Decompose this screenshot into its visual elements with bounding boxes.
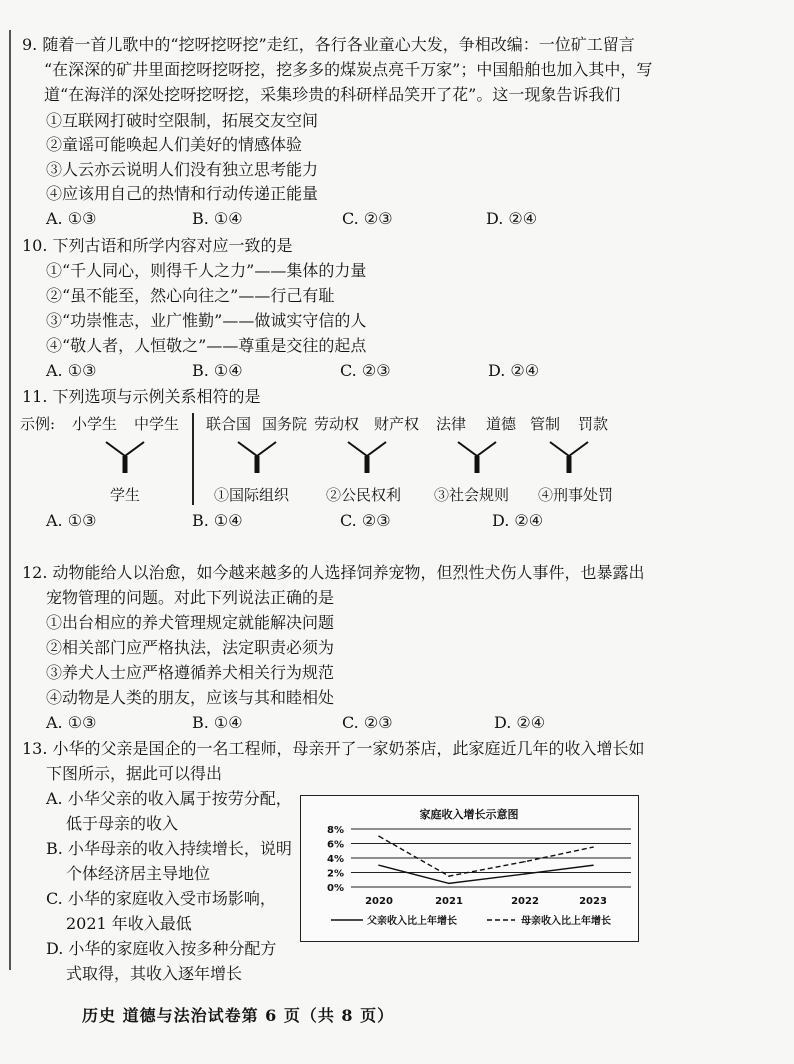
q12-item-1: ①出台相应的养犬管理规定就能解决问题 xyxy=(46,613,335,632)
q12-item-3: ③养犬人士应严格遵循养犬相关行为规范 xyxy=(46,663,335,682)
q9-item-3: ③人云亦云说明人们没有独立思考能力 xyxy=(46,160,319,179)
q11-group3-right: 道德 xyxy=(486,415,517,433)
chart-data-point xyxy=(592,846,594,848)
q11-group2-left: 劳动权 xyxy=(314,415,360,433)
q9-item-4: ④应该用自己的热情和行动传递正能量 xyxy=(46,184,319,203)
chart-y-tick-label: 6% xyxy=(327,839,344,851)
q10-item-1: ①“千人同心，则得千人之力”——集体的力量 xyxy=(46,261,367,280)
q11-example-label: 示例: xyxy=(20,415,56,433)
q11-example-right: 中学生 xyxy=(134,415,180,433)
q9-option-d: D. ②④ xyxy=(486,209,538,228)
q11-group3-left: 法律 xyxy=(436,415,467,433)
q9-option-b: B. ①④ xyxy=(192,209,243,228)
q12-option-d: D. ②④ xyxy=(494,713,546,732)
q12-option-c: C. ②③ xyxy=(342,713,393,732)
q9-option-c: C. ②③ xyxy=(342,209,393,228)
q11-group1-right: 国务院 xyxy=(262,415,308,433)
q10-option-b: B. ①④ xyxy=(192,361,243,380)
q11-option-d: D. ②④ xyxy=(492,511,544,530)
page-footer: 历史 道德与法治试卷第 6 页（共 8 页） xyxy=(82,1006,395,1025)
q11-group3-bottom: ③社会规则 xyxy=(434,486,510,504)
q9-stem-line-2: “在深深的矿井里面挖呀挖呀挖，挖多多的煤炭点亮千万家”；中国船舶也加入其中，写 xyxy=(44,60,653,79)
q11-group4-bottom: ④刑事处罚 xyxy=(538,486,614,504)
q11-group4-left: 管制 xyxy=(530,415,561,433)
q11-group1-y-symbol xyxy=(236,440,278,474)
q12-option-a: A. ①③ xyxy=(46,713,97,732)
chart-y-tick-label: 2% xyxy=(327,868,344,880)
q11-option-a: A. ①③ xyxy=(46,511,97,530)
chart-x-tick-label: 2023 xyxy=(579,896,607,907)
q11-divider xyxy=(192,413,194,505)
chart-x-tick-label: 2020 xyxy=(365,896,393,907)
q12-option-b: B. ①④ xyxy=(192,713,243,732)
chart-svg xyxy=(301,796,638,941)
q10-item-2: ②“虽不能至，然心向往之”——行己有耻 xyxy=(46,286,335,305)
q10-option-c: C. ②③ xyxy=(340,361,391,380)
chart-data-point xyxy=(378,835,380,837)
q10-item-3: ③“功崇惟志，业广惟勤”——做诚实守信的人 xyxy=(46,311,367,330)
q9-stem-line-3: 道“在海洋的深处挖呀挖呀挖，采集珍贵的科研样品笑开了花”。这一现象告诉我们 xyxy=(44,85,621,104)
q9-item-2: ②童谣可能唤起人们美好的情感体验 xyxy=(46,135,303,154)
q12-item-2: ②相关部门应严格执法，法定职责必须为 xyxy=(46,638,335,657)
q12-item-4: ④动物是人类的朋友，应该与其和睦相处 xyxy=(46,688,335,707)
q13-option-a-line-1: A. 小华父亲的收入属于按劳分配， xyxy=(46,789,292,808)
chart-data-point xyxy=(448,883,450,885)
chart-data-point xyxy=(524,861,526,863)
chart-title: 家庭收入增长示意图 xyxy=(419,808,519,821)
chart-series-line-2 xyxy=(379,836,593,876)
q13-option-a-line-2: 低于母亲的收入 xyxy=(66,814,179,833)
q13-option-b-line-2: 个体经济居主导地位 xyxy=(66,864,211,883)
q11-group2-right: 财产权 xyxy=(374,415,420,433)
q11-group3-y-symbol xyxy=(456,440,498,474)
q13-option-d-line-2: 式取得，其收入逐年增长 xyxy=(66,964,243,983)
q11-option-c: C. ②③ xyxy=(340,511,391,530)
chart-series-line-1 xyxy=(379,865,593,883)
chart-x-tick-label: 2021 xyxy=(435,896,463,907)
q9-option-a: A. ①③ xyxy=(46,209,97,228)
q11-stem: 11. 下列选项与示例关系相符的是 xyxy=(22,387,261,406)
q11-group1-bottom: ①国际组织 xyxy=(214,486,290,504)
q11-group4-y-symbol xyxy=(548,440,590,474)
q12-stem-line-1: 12. 动物能给人以治愈，如今越来越多的人选择饲养宠物，但烈性犬伤人事件，也暴露出 xyxy=(22,563,645,582)
q9-item-1: ①互联网打破时空限制，拓展交友空间 xyxy=(46,111,319,130)
chart-x-tick-label: 2022 xyxy=(511,896,539,907)
margin-rule xyxy=(9,30,11,970)
q11-example-y-symbol xyxy=(104,440,146,474)
chart-data-point xyxy=(524,873,526,875)
q10-item-4: ④“敬人者，人恒敬之”——尊重是交往的起点 xyxy=(46,336,367,355)
chart-y-tick-label: 0% xyxy=(327,883,344,894)
q13-option-c-line-2: 2021 年收入最低 xyxy=(66,914,192,933)
q12-stem-line-2: 宠物管理的问题。对此下列说法正确的是 xyxy=(46,588,335,607)
q9-stem-line-1: 9. 随着一首儿歌中的“挖呀挖呀挖”走红，各行各业童心大发，争相改编：一位矿工留言 xyxy=(22,35,635,54)
legend-label-father: 父亲收入比上年增长 xyxy=(367,916,457,927)
legend-label-mother: 母亲收入比上年增长 xyxy=(521,916,611,927)
q11-group4-right: 罚款 xyxy=(578,415,609,433)
q11-group2-y-symbol xyxy=(346,440,388,474)
chart-data-point xyxy=(448,875,450,877)
q10-stem: 10. 下列古语和所学内容对应一致的是 xyxy=(22,236,293,255)
q11-example-bottom: 学生 xyxy=(110,486,141,504)
q10-option-a: A. ①③ xyxy=(46,361,97,380)
chart-data-point xyxy=(378,864,380,866)
chart-y-tick-label: 4% xyxy=(327,854,344,865)
q10-option-d: D. ②④ xyxy=(488,361,540,380)
q13-option-d-line-1: D. 小华的家庭收入按多种分配方 xyxy=(46,939,277,958)
q13-stem-line-1: 13. 小华的父亲是国企的一名工程师，母亲开了一家奶茶店，此家庭近几年的收入增长如 xyxy=(22,739,645,758)
q13-option-b-line-1: B. 小华母亲的收入持续增长，说明 xyxy=(46,839,292,858)
income-growth-chart xyxy=(300,795,639,942)
chart-data-point xyxy=(592,864,594,866)
q11-option-b: B. ①④ xyxy=(192,511,243,530)
chart-y-tick-label: 8% xyxy=(327,825,344,836)
q11-group1-left: 联合国 xyxy=(206,415,252,433)
q13-option-c-line-1: C. 小华的家庭收入受市场影响， xyxy=(46,889,276,908)
q13-stem-line-2: 下图所示，据此可以得出 xyxy=(46,764,223,783)
q11-example-left: 小学生 xyxy=(72,415,118,433)
q11-group2-bottom: ②公民权利 xyxy=(326,486,402,504)
